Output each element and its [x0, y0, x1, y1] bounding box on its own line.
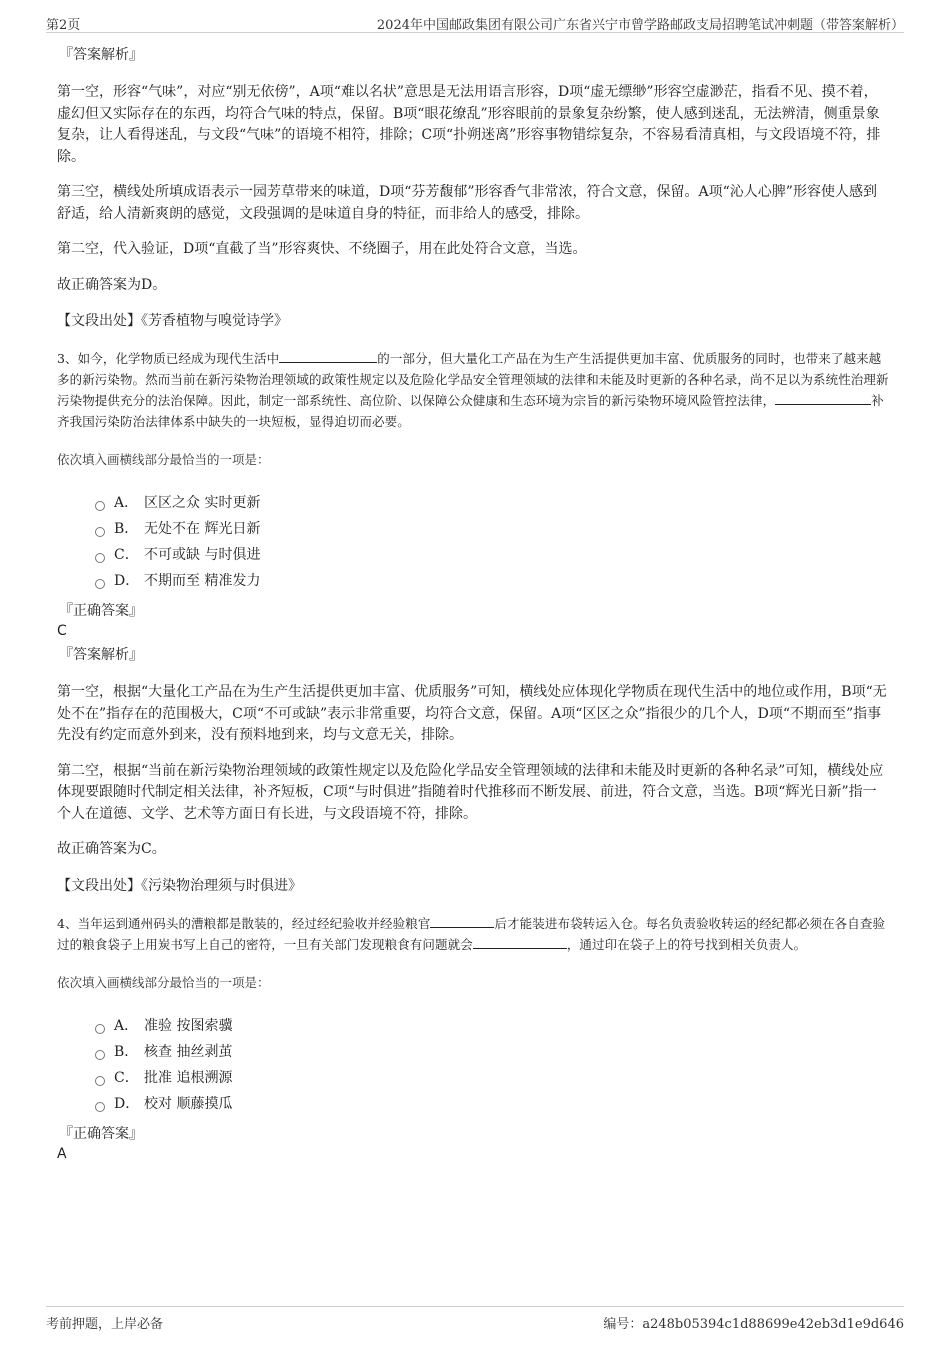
- q2-source: 【文段出处】《芳香植物与嗅觉诗学》: [57, 313, 288, 329]
- radio-icon[interactable]: [95, 1076, 105, 1086]
- q3-option-b[interactable]: B． 无处不在 辉光日新: [95, 516, 889, 542]
- q2-analysis-paragraph: 第三空，横线处所填成语表示一园芳草带来的味道，D项“芬芳馥郁”形容香气非常浓，符合文意，保留。A项“沁人心脾”形容使人感到舒适，给人清新爽朗的感觉，文段强调的是味道自身的特征，而非给人的感受，排除。: [57, 184, 877, 222]
- q3-conclusion: 故正确答案为C。: [57, 841, 166, 857]
- q4-option-a[interactable]: A． 准验 按图索骥: [95, 1013, 889, 1039]
- q3-option-d[interactable]: D． 不期而至 精准发力: [95, 568, 889, 594]
- q3-prompt: 依次填入画横线部分最恰当的一项是：: [57, 452, 270, 467]
- q4-option-d[interactable]: D． 校对 顺藤摸瓜: [95, 1091, 889, 1117]
- radio-icon[interactable]: [95, 1102, 105, 1112]
- fill-blank: [279, 348, 377, 363]
- fill-blank: [473, 934, 567, 949]
- q3-analysis-paragraph: 第一空，根据“大量化工产品在为生产生活提供更加丰富、优质服务”可知，横线处应体现化学物质在现代生活中的地位或作用，B项“无处不在”指存在的范围极大，C项“不可或缺”表示非常重要，均符合文意，保留。A项“区区之众”指很少的几个人，D项“不期而至”指事先没有约定而意外到来，没有预料地到来，均与文意无关，排除。: [57, 684, 887, 743]
- fill-blank: [775, 390, 871, 405]
- q3-analysis-paragraph: 第二空，根据“当前在新污染物治理领域的政策性规定以及危险化学品安全管理领域的法律和未能及时更新的各种名录”可知，横线处应体现要跟随时代制定相关法律，补齐短板，C项“与时俱进”指随着时代推移而不断发展、前进，符合文意，当选。B项“辉光日新”指一个人在道德、文学、艺术等方面日有长进，与文段语境不符，排除。: [57, 762, 884, 822]
- q2-analysis-paragraph: 第一空，形容“气味”，对应“别无依傍”，A项“难以名状”意思是无法用语言形容，D项“虚无缥缈”形容空虚渺茫，指看不见、摸不着，虚幻但又实际存在的东西，均符合气味的特点，保留。B项“眼花缭乱”形容眼前的景象复杂纷繁，使人感到迷乱，无法辨清，侧重景象复杂，让人看得迷乱，与文段“气味”的语境不相符，排除；C项“扑朔迷离”形容事物错综复杂，不容易看清真相，与文段语境不符，排除。: [57, 84, 881, 165]
- page-footer: [46, 1306, 904, 1332]
- document-title: 2024年中国邮政集团有限公司广东省兴宁市曾学路邮政支局招聘笔试冲刺题（带答案解析）: [376, 18, 904, 33]
- q4-options: [95, 1013, 889, 1117]
- q4-prompt: 依次填入画横线部分最恰当的一项是：: [57, 974, 270, 990]
- q4-answer: A: [57, 1145, 67, 1162]
- q2-analysis-label: 『答案解析』: [59, 47, 143, 63]
- q4-option-b[interactable]: B． 核查 抽丝剥茧: [95, 1039, 889, 1065]
- q2-conclusion: 故正确答案为D。: [57, 276, 167, 293]
- q3-option-c[interactable]: C． 不可或缺 与时俱进: [95, 542, 889, 568]
- document-id: 编号：a248b05394c1d88699e42eb3d1e9d646: [603, 1317, 904, 1332]
- q3-answer: C: [57, 623, 67, 639]
- q3-source: 【文段出处】《污染物治理须与时俱进》: [57, 877, 302, 894]
- radio-icon[interactable]: [95, 579, 105, 589]
- q4-answer-label: 『正确答案』: [59, 1125, 143, 1142]
- radio-icon[interactable]: [95, 527, 105, 537]
- q2-analysis-paragraph: 第二空，代入验证，D项“直截了当”形容爽快、不绕圈子，用在此处符合文意，当选。: [57, 241, 587, 257]
- page-header: [46, 10, 904, 33]
- page-content: [57, 44, 889, 1167]
- radio-icon[interactable]: [95, 501, 105, 511]
- q3-question-text: 3、如今，化学物质已经成为现代生活中 的一部分，但大量化工产品在为生产生活提供更加丰富、优质服务的同时，也带来了越来越多的新污染物。然而当前在新污染物治理领域的政策性规定以及危险化学品安全管理领域的法律和未能及时更新的各种名录，尚不足以为系统性治理新污染物提供充分的法治保障。因此，制定一部系统性、高位阶、以保障公众健康和生态环境为宗旨的新污染物环境风险管控法律， 补齐我国污染防治法律体系中缺失的一块短板，显得迫切而必要。: [57, 348, 889, 432]
- q3-answer-label: 『正确答案』: [59, 603, 143, 619]
- footer-slogan: 考前押题，上岸必备: [46, 1317, 164, 1332]
- q3-option-a[interactable]: A． 区区之众 实时更新: [95, 490, 889, 516]
- radio-icon[interactable]: [95, 1024, 105, 1034]
- radio-icon[interactable]: [95, 553, 105, 563]
- q3-options: [95, 490, 889, 594]
- q4-question-text: 4、当年运到通州码头的漕粮都是散装的，经过经纪验收并经验粮官 后才能装进布袋转运入仓。每名负责验收转运的经纪都必须在各自查验过的粮食袋子上用炭书写上自己的密符，一旦有关部门发现粮食有问题就会 ，通过印在袋子上的符号找到相关负责人。: [57, 913, 889, 955]
- q3-analysis-label: 『答案解析』: [59, 647, 143, 663]
- fill-blank: [430, 913, 494, 928]
- page-number: 第2页: [46, 18, 81, 33]
- radio-icon[interactable]: [95, 1050, 105, 1060]
- q4-option-c[interactable]: C． 批准 追根溯源: [95, 1065, 889, 1091]
